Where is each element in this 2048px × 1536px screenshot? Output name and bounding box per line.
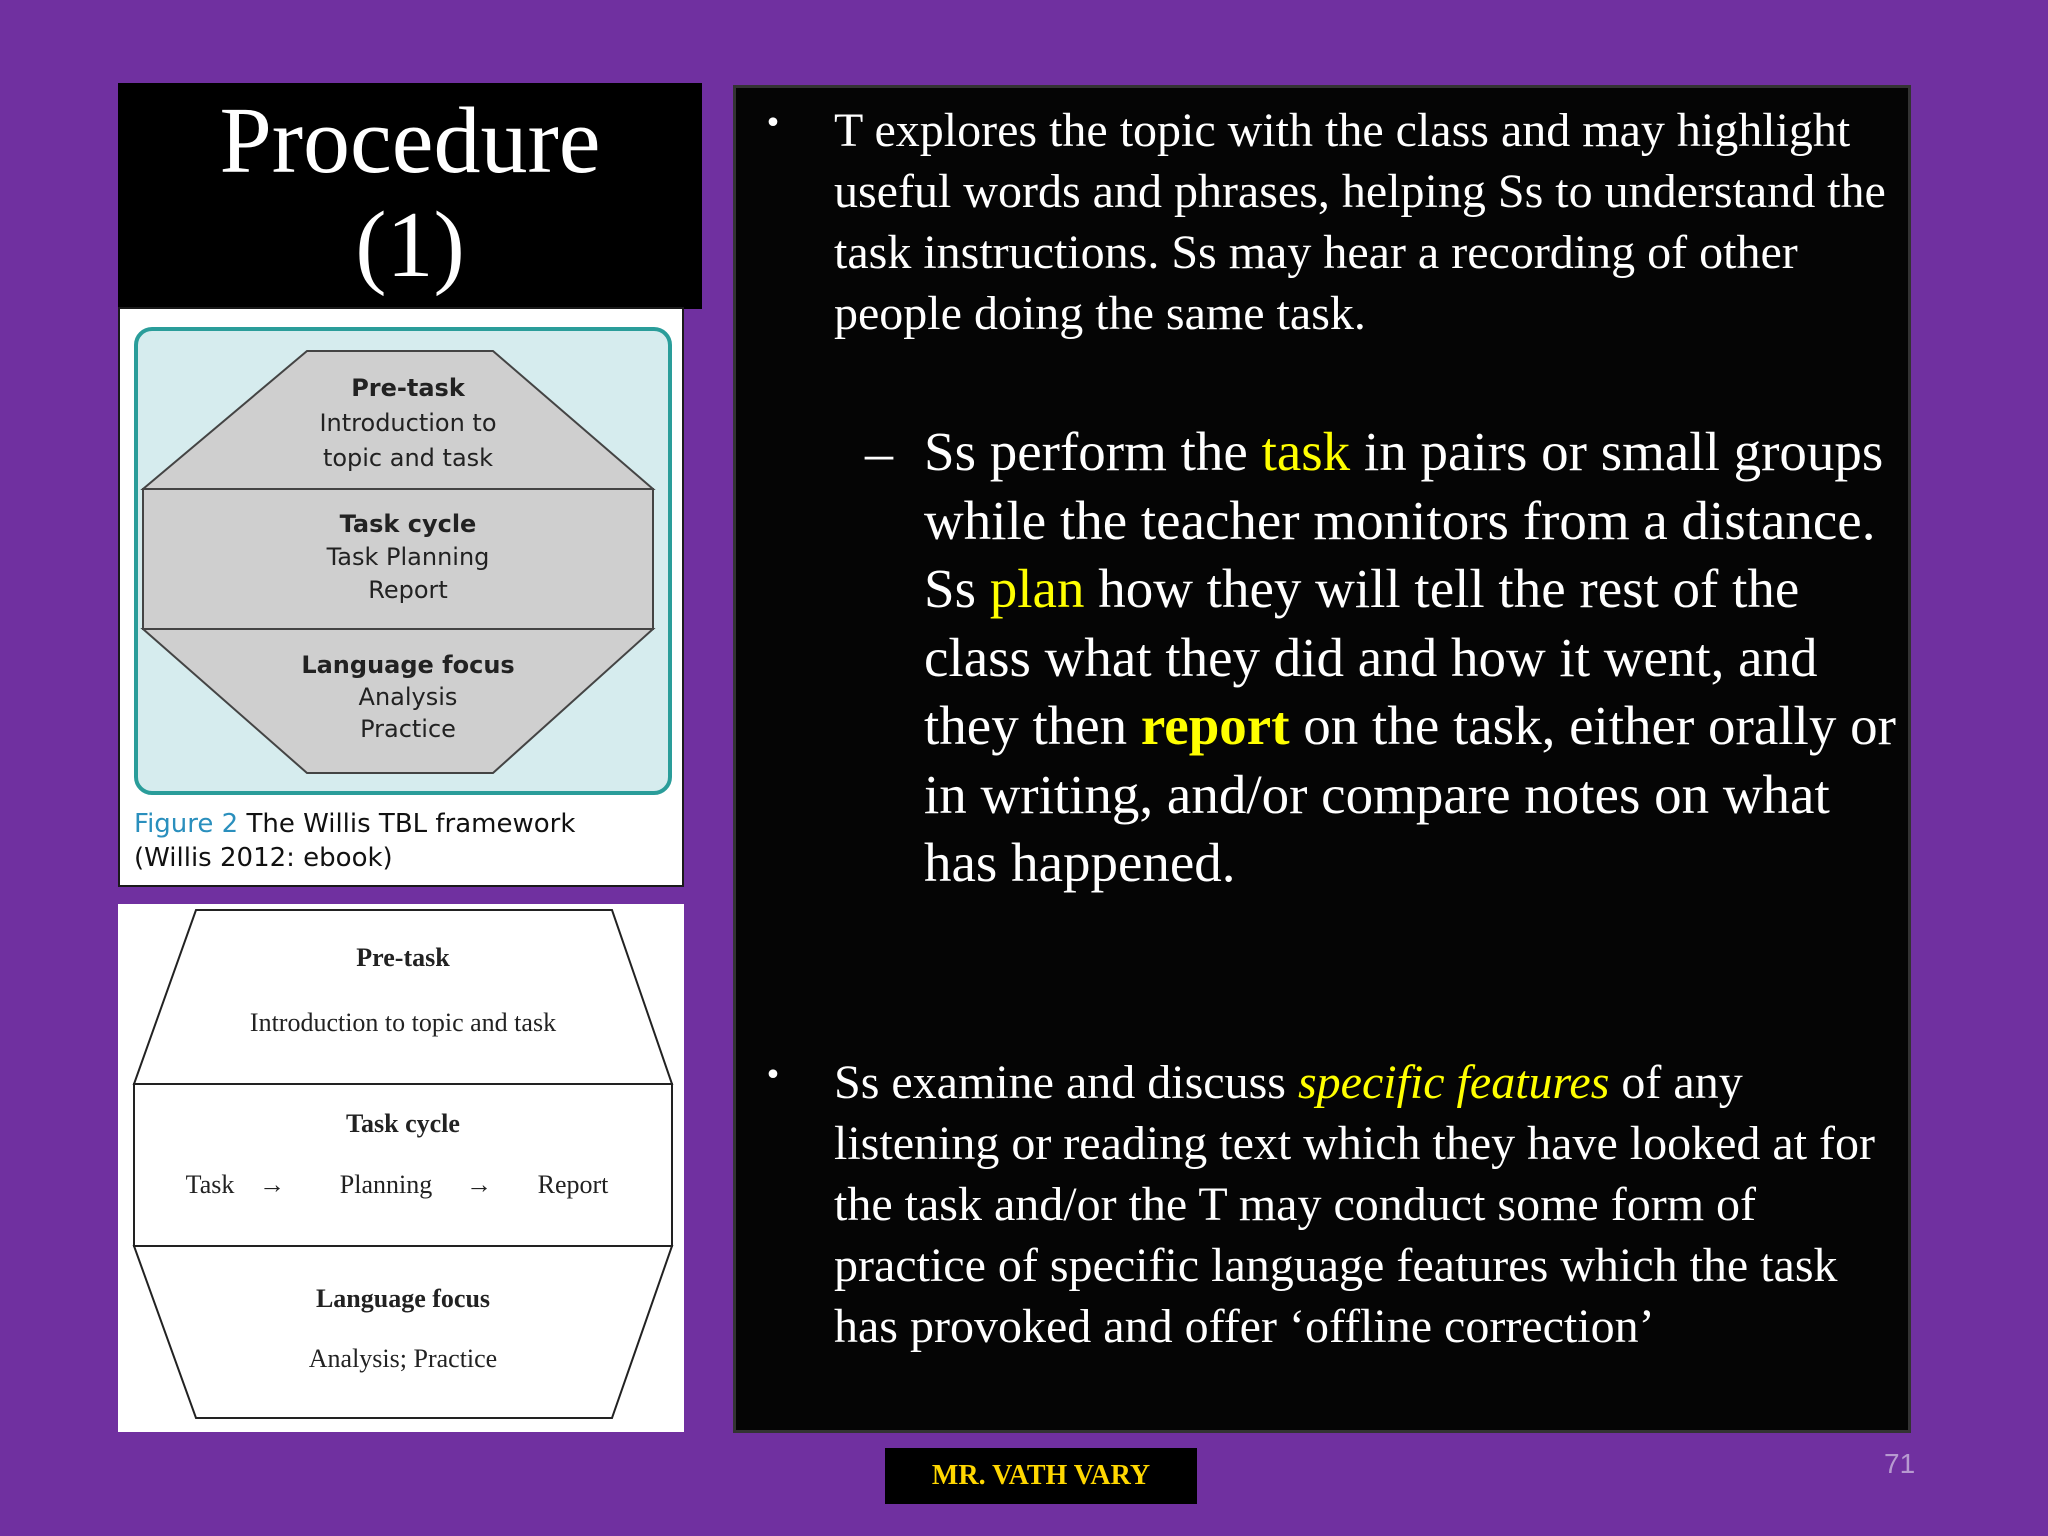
fig2-arrow-1: → (259, 1170, 285, 1199)
title-line-2: (1) (355, 193, 465, 297)
fig1-langfocus-line1: Analysis (358, 683, 458, 711)
fig1-langfocus-title: Language focus (301, 651, 515, 679)
title-line-1: Procedure (219, 89, 601, 193)
fig2-planning: Planning (339, 1170, 433, 1199)
sub-bullet-text (924, 418, 1904, 898)
sub-bullet-marker: – (865, 422, 893, 484)
highlight-specific-features: specific features (1297, 1056, 1610, 1109)
fig2-report: Report (537, 1170, 609, 1199)
willis-framework-outline-diagram (118, 904, 684, 1432)
bw-language-focus-shape (134, 1246, 672, 1418)
bullet-1-marker: • (764, 106, 782, 141)
sub-text-part-1: Ss perform the (924, 421, 1262, 482)
figure1-caption (134, 807, 674, 875)
fig1-taskcycle-line2: Report (368, 576, 448, 604)
highlight-task: task (1261, 421, 1351, 482)
bw-pre-task-shape (134, 910, 672, 1084)
figure-willis-framework-bw (118, 904, 684, 1432)
highlight-plan: plan (989, 558, 1085, 619)
fig1-pretask-line1: Introduction to (319, 409, 497, 437)
fig2-pretask-text: Introduction to topic and task (249, 1008, 557, 1037)
bullet-2-text (834, 1052, 1894, 1357)
bullet-1-text: T explores the topic with the class and may highlight useful words and phrases, helping Ss to understand the task instructions. Ss may hear a recording of other people doing the same task. (834, 104, 1886, 340)
fig1-langfocus-line2: Practice (360, 715, 456, 743)
willis-octagon-diagram (120, 309, 686, 889)
highlight-report: report (1140, 695, 1290, 756)
fig2-langfocus-text: Analysis; Practice (308, 1344, 498, 1373)
fig2-pretask-title: Pre-task (356, 943, 450, 972)
sub-text-part-4: on the task, either orally or in writing, and/or compare notes on what has happened. (924, 695, 1896, 893)
fig2-langfocus-title: Language focus (315, 1284, 491, 1313)
author-footer: MR. VATH VARY (885, 1448, 1197, 1504)
fig1-pretask-title: Pre-task (351, 374, 465, 402)
figure1-caption-source: (Willis 2012: ebook) (134, 843, 393, 873)
fig2-taskcycle-title: Task cycle (346, 1109, 460, 1138)
figure-willis-framework-color (118, 307, 684, 887)
fig1-taskcycle-title: Task cycle (339, 510, 477, 538)
sub-text-part-3: how they will tell the rest of the class what they did and how it went, and they then (924, 558, 1818, 756)
bullet-2-part-2: of any listening or reading text which they have looked at for the task and/or the T may conduct some form of practice of specific language features which the task has provoked and offer ‘offline correction’ (834, 1056, 1876, 1353)
figure1-caption-text: The Willis TBL framework (238, 809, 576, 839)
bullet-2-marker: • (764, 1058, 782, 1093)
fig2-arrow-2: → (466, 1170, 492, 1199)
sub-text-part-2: in pairs or small groups while the teacher monitors from a distance. Ss (924, 421, 1884, 619)
figure1-caption-label: Figure 2 (134, 809, 239, 839)
bullet-2-part-1: Ss examine and discuss (834, 1056, 1298, 1109)
fig1-taskcycle-line1: Task Planning (326, 543, 490, 571)
slide-title (118, 83, 702, 309)
content-panel (733, 85, 1911, 1433)
fig2-task: Task (185, 1170, 235, 1199)
page-number: 71 (1884, 1448, 1916, 1479)
fig1-pretask-line2: topic and task (322, 444, 494, 472)
